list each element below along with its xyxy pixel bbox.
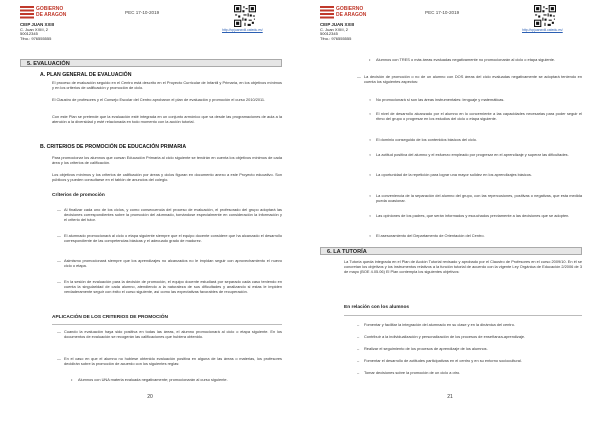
heading-relacion-alumnos: En relación con los alumnos xyxy=(344,305,410,310)
paragraph: El proceso de evaluación seguido en el Centro está descrito en el Proyecto Curricular de Infantil y Primaria, en los objetivos mínimos y en los criterios de calificación y promoción de ciclo. xyxy=(52,80,282,91)
website-link[interactable]: http://cpjuanxxiii.catedu.es/ xyxy=(522,28,563,32)
list-item: — Asimismo promocionará siempre que los aprendizajes no alcanzados no le impidan seguir con aprovechamiento el nuevo ciclo o etapa. xyxy=(57,258,282,269)
page-right xyxy=(300,0,600,424)
pec-date: PEC 17-10-2019 xyxy=(125,10,160,15)
list-item: – Realizar el seguimiento de los procesos de aprendizaje de los alumnos. xyxy=(357,346,488,351)
page-number: 20 xyxy=(147,394,153,400)
list-item: — En el caso en que el alumno no hubiese obtenido evaluación positiva en alguna de las áreas o materias, los profesores decidirán sobre la promoción de acuerdo con los siguientes reglas: xyxy=(57,356,282,367)
list-item: ○ La conveniencia de la separación del alumno del grupo, con las repercusiones, positivas o negativas, que esta medida pueda ocasionar. xyxy=(369,193,582,204)
page-header xyxy=(0,0,300,46)
school-info xyxy=(20,23,54,41)
school-name: CEIP JUAN XXIII xyxy=(320,22,355,27)
aragon-flag-icon xyxy=(20,6,34,20)
heading-aplicacion-criterios: APLICACIÓN DE LOS CRITERIOS DE PROMOCIÓN xyxy=(52,315,168,320)
school-address: C. Juan XXIII, 2 xyxy=(20,26,49,32)
section-heading-evaluacion: 5. EVALUACIÓN xyxy=(20,59,282,67)
school-info xyxy=(320,23,354,41)
divider xyxy=(52,324,282,325)
list-item: ○ La oportunidad de la repetición para lograr una mayor solidez en los aprendizajes básicos. xyxy=(369,172,532,177)
school-phone: Tfno.: 976555555 xyxy=(320,35,352,41)
list-item: – Fomentar y facilitar la integración del alumnado en su clase y en la dinámica del centro. xyxy=(357,322,515,327)
list-item: ○ El dominio conseguido de los contenidos básicos del ciclo. xyxy=(369,137,478,142)
qr-code-icon xyxy=(234,5,256,27)
subheading-criterios-promocion: B. CRITERIOS DE PROMOCIÓN DE EDUCACIÓN PRIMARIA xyxy=(40,144,187,150)
list-item: ○ La actitud positiva del alumno y el esfuerzo empleado por progresar en el aprendizaje y superar las dificultades. xyxy=(369,152,569,157)
school-name: CEIP JUAN XXIII xyxy=(20,22,55,27)
list-item: — Al finalizar cada uno de los ciclos, y como consecuencia del proceso de evaluación, el profesorado del grupo adoptará las decisiones correspondientes sobre la promoción del alumnado, tomándose especialmente en consideración la información y el criterio del tutor. xyxy=(57,207,282,223)
divider xyxy=(344,315,582,316)
aragon-flag-icon xyxy=(320,6,334,20)
page-header xyxy=(300,0,600,46)
list-item: ○ Las opiniones de los padres, que serán informados y escuchados previamente a las decisiones que se adopten. xyxy=(369,213,570,218)
paragraph: Con este Plan se pretende que la evaluación esté integrada en un conjunto armónico que va desde las programaciones de aula a la atención a la diversidad y esté relacionada en todo momento con la acción tutorial. xyxy=(52,114,282,125)
school-code: 50012345 xyxy=(20,31,38,37)
paragraph: La Tutoría queda integrada en el Plan de Acción Tutorial revisado y aprobado por el Claustro de Profesores en el curso 2009/10. En él se concretan los objetivos y los instrumentos relativos a la función tutorial de acuerdo con la vigente Ley Orgánica de Educación 2/2006 de 3 de mayo (BOE 4.05.06) El Plan contempla los siguientes objetivos: xyxy=(344,259,582,275)
list-item: – Fomentar el desarrollo de actitudes participativas en el centro y en su entorno sociocultural. xyxy=(357,358,522,363)
school-address: C. Juan XXIII, 2 xyxy=(320,26,349,32)
subheading-plan-general: A. PLAN GENERAL DE EVALUACIÓN xyxy=(40,72,132,78)
list-item: • Alumnos con UNA materia evaluada negativamente; promocionarán al curso siguiente. xyxy=(71,377,228,382)
school-phone: Tfno.: 976555555 xyxy=(20,35,52,41)
list-item: ○ El asesoramiento del Departamento de Orientación del Centro. xyxy=(369,233,485,238)
section-heading-tutoria: 6. LA TUTORÍA xyxy=(320,247,582,255)
list-item: – Contribuir a la individualización y personalización de los procesos de enseñanza-aprendizaje. xyxy=(357,334,526,339)
list-item: ○ El nivel de desarrollo alcanzado por el alumno en lo concerniente a las capacidades necesarias para poder seguir el ritmo del grupo o progresar en los estudios del ciclo o etapa siguiente. xyxy=(369,111,582,122)
aragon-logo: GOBIERNO DE ARAGON xyxy=(20,6,72,20)
list-item: — La decisión de promoción o no de un alumno con DOS áreas del ciclo evaluadas negativamente se adoptará teniendo en cuenta los siguientes aspectos: xyxy=(357,74,582,85)
list-item: — En la sesión de evaluación para la decisión de promoción, el equipo docente estudiará por separado cada caso teniendo en cuenta la singularidad de cada alumno, atendiendo a la naturaleza de sus dificultades y analizando si estas le impiden verdaderamente seguir con éxito el curso siguiente, así como las expectativas favorables de recuperación. xyxy=(57,279,282,295)
aragon-logo: GOBIERNO DE ARAGON xyxy=(320,6,372,20)
list-item: — Cuando la evaluación haya sido positiva en todas las áreas, el alumno promocionará al ciclo o etapa siguiente. En los documentos de evaluación se recogerán las calificaciones que hubiera obtenido. xyxy=(57,329,282,340)
qr-code-icon xyxy=(534,5,556,27)
page-number: 21 xyxy=(447,394,453,400)
paragraph: El Claustro de profesores y el Consejo Escolar del Centro aprobaron el plan de evaluación y promoción el curso 2010/2011. xyxy=(52,97,266,102)
list-item: ○ No promocionará si son las áreas instrumentales: lenguaje y matemáticas. xyxy=(369,97,505,102)
paragraph: Los objetivos mínimos y los criterios de calificación por áreas y ciclos figuran en documento anexo a este Proyecto educativo. Son públicos y pueden consultarse en el tablón de anuncios del colegio. xyxy=(52,172,282,183)
school-code: 50012345 xyxy=(320,31,338,37)
list-item: • Alumnos con TRES o más áreas evaluadas negativamente no promocionarán al ciclo o etapa siguiente. xyxy=(369,57,556,62)
pec-date: PEC 17-10-2019 xyxy=(425,10,460,15)
heading-criterios-de-promocion: Criterios de promoción xyxy=(52,193,105,198)
paragraph: Para promocionar los alumnos que cursan Educación Primaria al ciclo siguiente se tendrán en cuenta los objetivos mínimos de cada área y los criterios de calificación. xyxy=(52,155,282,166)
website-link[interactable]: http://cpjuanxxiii.catedu.es/ xyxy=(222,28,263,32)
list-item: – Tomar decisiones sobre la promoción de un ciclo a otro. xyxy=(357,370,461,375)
list-item: — El alumnado promocionará al ciclo o etapa siguiente siempre que el equipo docente considere que ha alcanzado el desarrollo correspondiente de las competencias básicas y el adecuado grado de madurez. xyxy=(57,233,282,244)
